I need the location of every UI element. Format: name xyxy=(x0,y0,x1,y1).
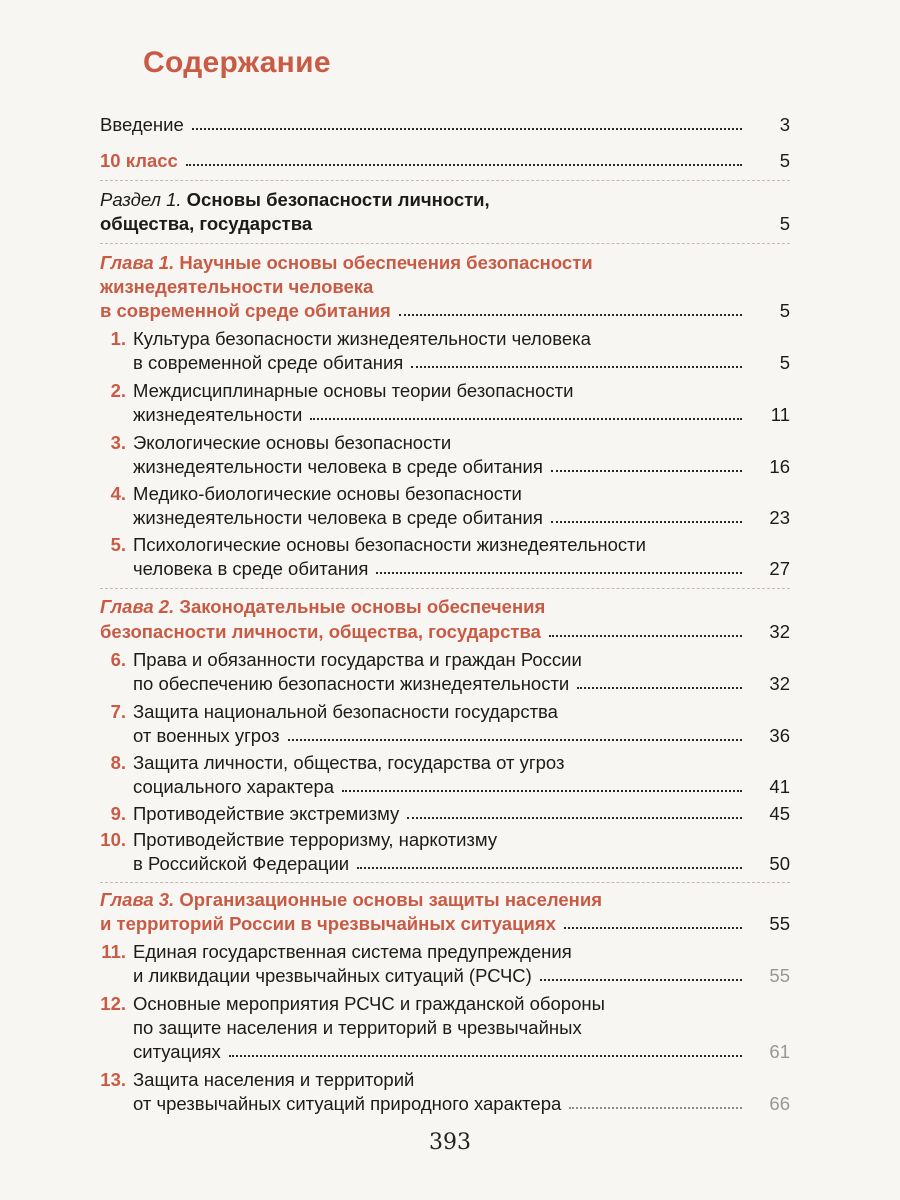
toc-item-8-line2: социального характера xyxy=(133,774,750,800)
toc-item-5[interactable]: Психологические основы безопасности жизнедеятельности xyxy=(133,534,646,555)
page-folio: 393 xyxy=(429,1130,471,1155)
page-number: 55 xyxy=(769,965,790,986)
item-number: 3. xyxy=(110,432,126,453)
toc-item-8[interactable]: Защита личности, общества, государства от угроз xyxy=(133,752,565,773)
page-number: 5 xyxy=(779,300,790,321)
item-number: 2. xyxy=(110,380,126,401)
item-number: 6. xyxy=(110,649,126,670)
toc-item-6[interactable]: Права и обязанности государства и граждан России xyxy=(133,649,582,670)
toc-entry-chapter3-line2: и территорий России в чрезвычайных ситуациях xyxy=(100,911,750,937)
page-number: 23 xyxy=(769,507,790,528)
toc-item-11[interactable]: Единая государственная система предупреждения xyxy=(133,941,572,962)
toc-item-13-line2: от чрезвычайных ситуаций природного характера xyxy=(133,1091,750,1117)
page-number: 32 xyxy=(769,673,790,694)
toc-item-4-line2: жизнедеятельности человека в среде обитания xyxy=(133,505,750,531)
page-number: 55 xyxy=(769,913,790,934)
toc-item-13[interactable]: Защита населения и территорий xyxy=(133,1069,415,1090)
divider xyxy=(100,180,790,181)
toc-entry-chapter1[interactable]: Глава 1. Научные основы обеспечения безопасности xyxy=(100,252,593,273)
toc-entry-chapter3[interactable]: Глава 3. Организационные основы защиты населения xyxy=(100,889,603,910)
item-number: 4. xyxy=(110,483,126,504)
toc-item-12-line3: ситуациях xyxy=(133,1039,750,1065)
toc-item-5-line2: человека в среде обитания xyxy=(133,556,750,582)
toc-item-3-line2: жизнедеятельности человека в среде обитания xyxy=(133,454,750,480)
toc-item-1-line2: в современной среде обитания xyxy=(133,350,750,376)
toc-entry-grade[interactable]: 10 класс xyxy=(100,148,750,174)
toc-item-2-line2: жизнедеятельности xyxy=(133,402,750,428)
item-number: 8. xyxy=(110,752,126,773)
toc-item-1[interactable]: Культура безопасности жизнедеятельности человека xyxy=(133,328,591,349)
toc-item-9[interactable]: Противодействие экстремизму xyxy=(133,801,750,827)
page-number: 5 xyxy=(779,213,790,234)
page-number: 45 xyxy=(769,803,790,824)
divider xyxy=(100,882,790,883)
toc-entry-section1-line2: общества, государства xyxy=(100,213,313,234)
page-number: 5 xyxy=(779,150,790,171)
toc-item-4[interactable]: Медико-биологические основы безопасности xyxy=(133,483,522,504)
toc-item-3[interactable]: Экологические основы безопасности xyxy=(133,432,452,453)
toc-item-11-line2: и ликвидации чрезвычайных ситуаций (РСЧС) xyxy=(133,963,750,989)
toc-item-2[interactable]: Междисциплинарные основы теории безопасности xyxy=(133,380,574,401)
item-number: 11. xyxy=(101,941,126,962)
toc-entry-intro[interactable]: Введение xyxy=(100,112,750,138)
toc-item-12-line2: по защите населения и территорий в чрезвычайных xyxy=(133,1017,582,1038)
toc-item-10[interactable]: Противодействие терроризму, наркотизму xyxy=(133,829,498,850)
toc-entry-chapter2-line2: безопасности личности, общества, государства xyxy=(100,619,750,645)
toc-entry-chapter1-line2: жизнедеятельности человека xyxy=(100,276,374,297)
toc-entry-section1[interactable]: Раздел 1. Основы безопасности личности, xyxy=(100,189,490,210)
item-number: 9. xyxy=(110,803,126,824)
item-number: 1. xyxy=(110,328,126,349)
toc-item-10-line2: в Российской Федерации xyxy=(133,851,750,877)
toc-item-6-line2: по обеспечению безопасности жизнедеятельности xyxy=(133,671,750,697)
page-number: 50 xyxy=(769,853,790,874)
item-number: 12. xyxy=(100,993,126,1014)
page-number: 66 xyxy=(769,1093,790,1114)
item-number: 7. xyxy=(110,701,126,722)
item-number: 13. xyxy=(100,1069,126,1090)
page-number: 41 xyxy=(769,776,790,797)
page-title: Содержание xyxy=(143,46,331,79)
toc-item-7-line2: от военных угроз xyxy=(133,723,750,749)
page-number: 36 xyxy=(769,725,790,746)
page-number: 32 xyxy=(769,621,790,642)
page-number: 27 xyxy=(769,558,790,579)
page-number: 5 xyxy=(779,352,790,373)
page-number: 16 xyxy=(769,456,790,477)
page-number: 3 xyxy=(779,114,790,135)
page-number: 61 xyxy=(769,1041,790,1062)
page-number: 11 xyxy=(770,404,790,425)
toc-item-12[interactable]: Основные мероприятия РСЧС и гражданской обороны xyxy=(133,993,605,1014)
toc-entry-chapter2[interactable]: Глава 2. Законодательные основы обеспечения xyxy=(100,596,546,617)
toc-item-7[interactable]: Защита национальной безопасности государства xyxy=(133,701,558,722)
item-number: 10. xyxy=(100,829,126,850)
divider xyxy=(100,588,790,589)
toc-entry-chapter1-line3: в современной среде обитания xyxy=(100,298,750,324)
item-number: 5. xyxy=(110,534,126,555)
divider xyxy=(100,243,790,244)
